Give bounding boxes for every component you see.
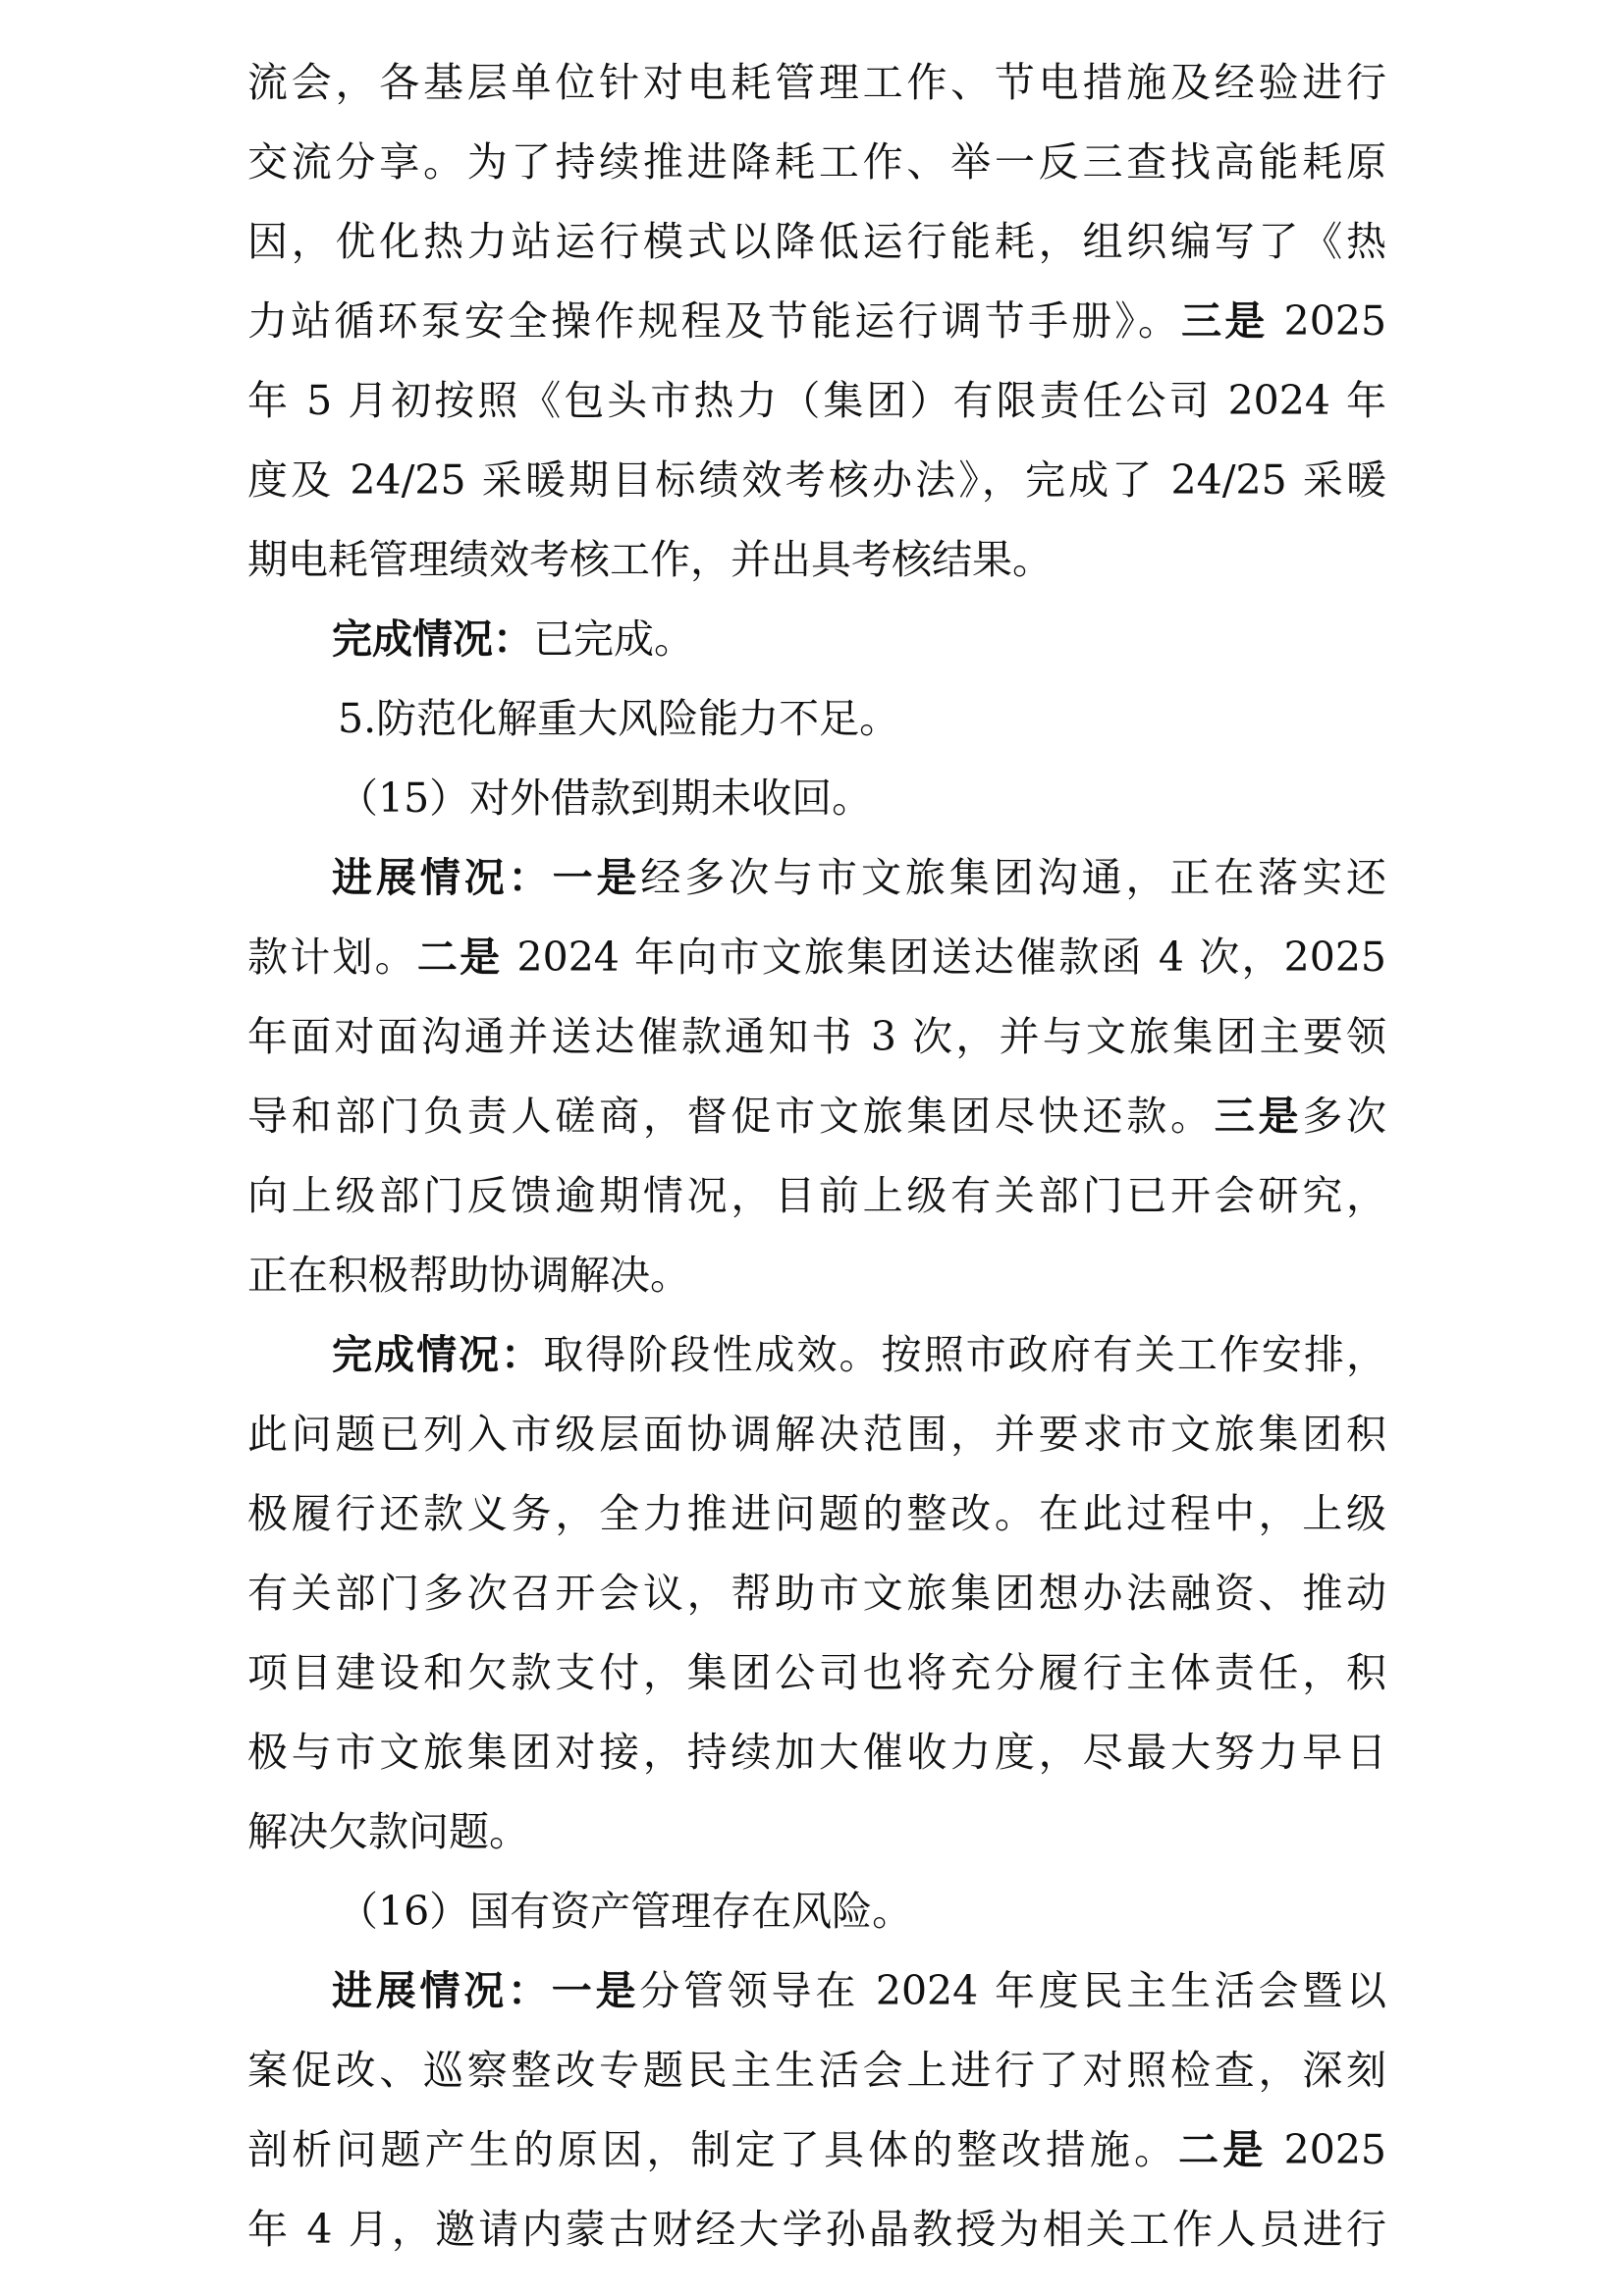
body-text: 2024 年向市文旅集团送达催款函 4 次，2025	[502, 934, 1387, 981]
body-text: （16）国有资产管理存在风险。	[338, 1888, 913, 1935]
paragraph-line	[247, 1077, 1386, 1156]
paragraph-line	[247, 1156, 1386, 1236]
body-text: 案促改、巡察整改专题民主生活会上进行了对照检查，深刻	[247, 2047, 1386, 2094]
body-text: 2025	[1268, 297, 1387, 345]
body-text: 极履行还款义务，全力推进问题的整改。在此过程中，上级	[247, 1490, 1386, 1537]
paragraph-line	[247, 1713, 1386, 1792]
bold-label: 二是	[416, 934, 503, 981]
paragraph-line	[247, 2190, 1386, 2269]
paragraph-line	[247, 759, 1386, 838]
bold-label: 进展情况：	[332, 1967, 552, 2014]
bold-label: 完成情况：	[332, 615, 533, 663]
body-text: 因，优化热力站运行模式以降低运行能耗，组织编写了《热	[247, 218, 1386, 265]
bold-label: 三是	[1181, 297, 1269, 345]
bold-label: 二是	[1178, 2126, 1268, 2173]
paragraph-line	[247, 1315, 1386, 1395]
body-text: 度及 24/25 采暖期目标绩效考核办法》，完成了 24/25 采暖	[247, 456, 1386, 504]
paragraph-line	[247, 361, 1386, 441]
paragraph-line	[247, 282, 1386, 361]
paragraph-line	[247, 1395, 1386, 1474]
paragraph-line	[247, 1236, 1386, 1315]
document-page	[247, 43, 1386, 2269]
body-text: 此问题已列入市级层面协调解决范围，并要求市文旅集团积	[247, 1411, 1386, 1458]
bold-label: 一是	[552, 854, 641, 901]
body-text: 项目建设和欠款支付，集团公司也将充分履行主体责任，积	[247, 1649, 1386, 1696]
body-text: 期电耗管理绩效考核工作，并出具考核结果。	[247, 536, 1053, 583]
body-text: 向上级部门反馈逾期情况，目前上级有关部门已开会研究，	[247, 1172, 1386, 1219]
body-text: 力站循环泵安全操作规程及节能运行调节手册》。	[247, 297, 1182, 345]
body-text: 经多次与市文旅集团沟通，正在落实还	[640, 854, 1387, 901]
body-text: 年面对面沟通并送达催款通知书 3 次，并与文旅集团主要领	[247, 1013, 1386, 1060]
body-text: 流会，各基层单位针对电耗管理工作、节电措施及经验进行	[247, 59, 1386, 106]
body-text: 已完成。	[533, 615, 694, 663]
body-text: 极与市文旅集团对接，持续加大催收力度，尽最大努力早日	[247, 1729, 1386, 1776]
body-text: 款计划。	[247, 934, 417, 981]
paragraph-line	[247, 2110, 1386, 2190]
paragraph-line	[247, 1872, 1386, 1951]
paragraph-line	[247, 123, 1386, 202]
paragraph-line	[247, 2031, 1386, 2110]
paragraph-line	[247, 1633, 1386, 1713]
body-text: 年 4 月，邀请内蒙古财经大学孙晶教授为相关工作人员进行	[247, 2206, 1386, 2253]
body-text: 交流分享。为了持续推进降耗工作、举一反三查找高能耗原	[247, 138, 1386, 186]
paragraph-line	[247, 1474, 1386, 1554]
body-text: 有关部门多次召开会议，帮助市文旅集团想办法融资、推动	[247, 1570, 1386, 1617]
paragraph-line	[247, 520, 1386, 600]
paragraph-line	[247, 997, 1386, 1077]
paragraph-line	[247, 43, 1386, 123]
body-text: （15）对外借款到期未收回。	[338, 774, 873, 822]
body-text: 5.防范化解重大风险能力不足。	[338, 695, 900, 742]
bold-label: 完成情况：	[332, 1331, 544, 1378]
bold-label: 一是	[551, 1967, 640, 2014]
body-text: 年 5 月初按照《包头市热力（集团）有限责任公司 2024 年	[247, 377, 1386, 424]
body-text: 2025	[1267, 2126, 1387, 2173]
paragraph-line	[247, 679, 1386, 759]
paragraph-line	[247, 1951, 1386, 2031]
paragraph-line	[247, 202, 1386, 282]
bold-label: 进展情况：	[332, 854, 553, 901]
body-text: 分管领导在 2024 年度民主生活会暨以	[639, 1967, 1387, 2014]
paragraph-line	[247, 918, 1386, 997]
body-text: 正在积极帮助协调解决。	[247, 1252, 690, 1299]
paragraph-line	[247, 441, 1386, 520]
bold-label: 三是	[1214, 1093, 1303, 1140]
paragraph-line	[247, 838, 1386, 918]
body-text: 剖析问题产生的原因，制定了具体的整改措施。	[247, 2126, 1179, 2173]
paragraph-line	[247, 1792, 1386, 1872]
body-text: 取得阶段性成效。按照市政府有关工作安排，	[543, 1331, 1387, 1378]
body-text: 导和部门负责人磋商，督促市文旅集团尽快还款。	[247, 1093, 1215, 1140]
paragraph-line	[247, 1554, 1386, 1633]
body-text: 解决欠款问题。	[247, 1808, 529, 1855]
body-text: 多次	[1302, 1093, 1387, 1140]
paragraph-line	[247, 600, 1386, 679]
